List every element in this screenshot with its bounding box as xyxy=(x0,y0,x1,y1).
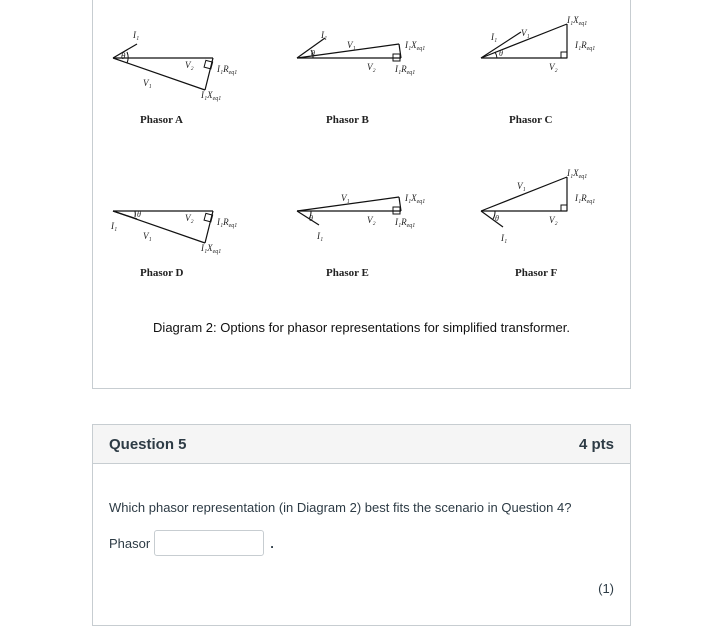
label-v2: V₂ xyxy=(367,62,376,72)
label-v1: V₁ xyxy=(517,181,526,191)
label-v2: V₂ xyxy=(367,215,376,225)
label-v1: V₁ xyxy=(341,193,350,203)
phasor-c-diagram xyxy=(479,15,669,98)
label-i1: I₁ xyxy=(491,32,498,42)
question-text: Which phasor representation (in Diagram 2) best fits the scenario in Question 4? xyxy=(109,500,572,515)
label-v2: V₂ xyxy=(185,60,194,70)
question-points: 4 pts xyxy=(578,436,614,453)
label-i1req: $I_1R_{eq1}$ xyxy=(575,193,596,205)
diagram-caption: Diagram 2: Options for phasor representations for simplified transformer. xyxy=(153,320,570,335)
phasor-b xyxy=(291,28,481,138)
phasor-a-diagram xyxy=(105,28,295,108)
label-i1: I₁ xyxy=(501,233,508,243)
label-theta: θ xyxy=(495,214,499,223)
label-i1: I₁ xyxy=(133,30,140,40)
label-theta: θ xyxy=(499,49,503,58)
label-v1: V₁ xyxy=(521,28,530,38)
label-i1: I₁ xyxy=(317,231,324,241)
label-v2: V₂ xyxy=(549,62,558,72)
label-v1: V₁ xyxy=(143,231,152,241)
label-i1xeq: $I_1X_{eq1}$ xyxy=(201,90,222,102)
label-i1xeq: $I_1X_{eq1}$ xyxy=(405,40,426,52)
label-i1req: $I_1R_{eq1}$ xyxy=(575,40,596,52)
question-header xyxy=(93,425,630,464)
label-i1req: $I_1R_{eq1}$ xyxy=(395,64,416,76)
phasor-d-diagram xyxy=(105,181,295,261)
phasor-a-label: Phasor A xyxy=(140,114,183,126)
phasor-f-diagram xyxy=(479,168,669,251)
label-i1req: $I_1R_{eq1}$ xyxy=(217,217,238,229)
label-i1xeq: $I_1X_{eq1}$ xyxy=(405,193,426,205)
label-theta: θ xyxy=(309,214,313,223)
diagram-panel xyxy=(92,0,631,389)
label-i1xeq: $I_1X_{eq1}$ xyxy=(201,243,222,255)
phasor-c-label: Phasor C xyxy=(509,114,553,126)
label-i1xeq: $I_1X_{eq1}$ xyxy=(567,15,588,27)
answer-suffix: . xyxy=(270,535,274,551)
question-card xyxy=(92,424,631,626)
label-v1: V₁ xyxy=(143,78,152,88)
answer-row xyxy=(109,530,274,556)
phasor-e xyxy=(291,181,481,291)
answer-prefix: Phasor xyxy=(109,535,151,551)
phasor-b-diagram xyxy=(291,28,481,108)
label-i1req: $I_1R_{eq1}$ xyxy=(395,217,416,229)
phasor-d-label: Phasor D xyxy=(140,267,184,279)
phasor-f xyxy=(479,168,669,281)
label-v2: V₂ xyxy=(185,213,194,223)
phasor-e-diagram xyxy=(291,181,481,261)
label-i1xeq: $I_1X_{eq1}$ xyxy=(567,168,588,180)
blank-number: (1) xyxy=(598,581,614,596)
phasor-a xyxy=(105,28,295,138)
phasor-e-label: Phasor E xyxy=(326,267,369,279)
phasor-b-label: Phasor B xyxy=(326,114,369,126)
phasor-answer-input[interactable] xyxy=(154,530,264,556)
label-v1: V₁ xyxy=(347,40,356,50)
label-theta: θ xyxy=(311,49,315,58)
phasor-c xyxy=(479,15,669,128)
label-i1: I₁ xyxy=(111,221,118,231)
label-theta: θ xyxy=(137,210,141,219)
label-v2: V₂ xyxy=(549,215,558,225)
label-i1req: $I_1R_{eq1}$ xyxy=(217,64,238,76)
phasor-d xyxy=(105,181,295,291)
label-theta: θ xyxy=(121,51,126,61)
question-title: Question 5 xyxy=(109,436,187,453)
phasor-f-label: Phasor F xyxy=(515,267,558,279)
label-i1: I₁ xyxy=(321,30,328,40)
